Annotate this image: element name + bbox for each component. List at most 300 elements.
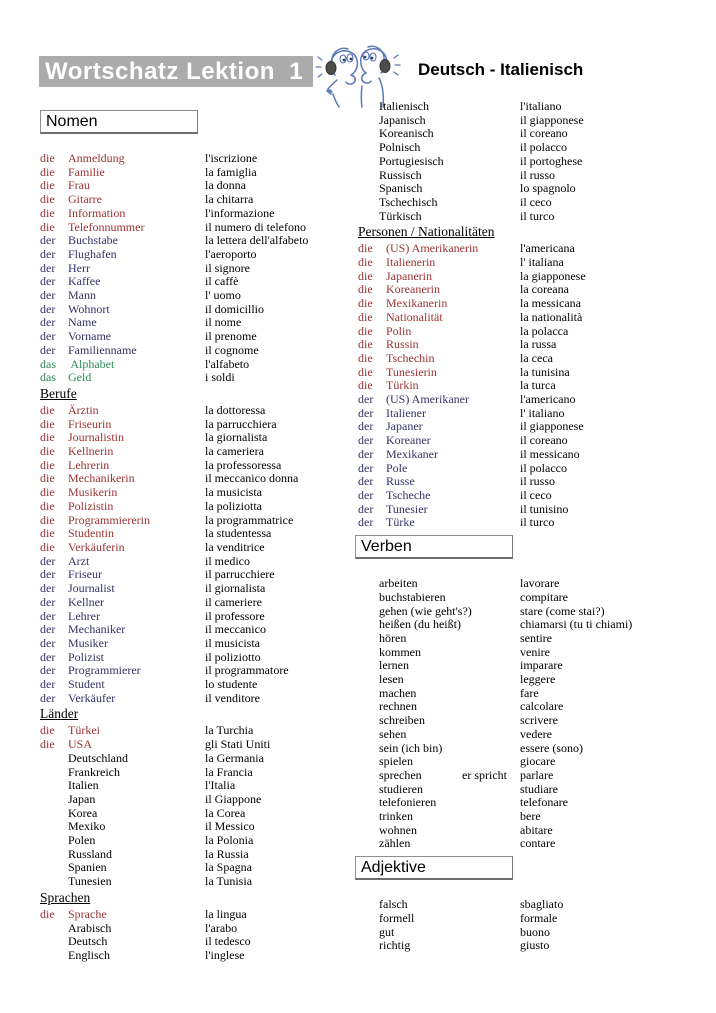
german-term: Spanien: [68, 860, 107, 875]
vocab-row: [358, 489, 705, 503]
vocab-row: [40, 303, 362, 317]
italian-translation: il giapponese: [520, 419, 584, 434]
italian-translation: giusto: [520, 938, 550, 953]
vocab-row: [358, 939, 705, 953]
vocab-row: [40, 330, 362, 344]
vocab-row: [358, 714, 705, 728]
italian-translation: l'americana: [520, 241, 575, 256]
gender-article: der: [40, 677, 56, 692]
gender-article: die: [40, 526, 55, 541]
gender-article: die: [358, 364, 373, 379]
gender-article: das: [40, 370, 56, 385]
gender-article: der: [40, 260, 56, 275]
german-term: Kellner: [68, 594, 104, 609]
vocab-row: [358, 837, 705, 851]
italian-translation: il nome: [205, 315, 242, 330]
vocab-row: [40, 935, 362, 949]
italian-translation: il russo: [520, 474, 556, 489]
german-term: trinken: [379, 809, 413, 824]
gender-article: die: [40, 906, 55, 921]
german-term: Polizist: [68, 649, 105, 664]
italian-translation: il coreano: [520, 126, 568, 141]
vocab-row: [40, 637, 362, 651]
german-term: heißen (du heißt): [379, 617, 461, 632]
italian-translation: la cameriera: [205, 444, 264, 459]
vocab-row: [358, 605, 705, 619]
gender-article: der: [40, 329, 56, 344]
gender-article: die: [358, 323, 373, 338]
vocab-row: [358, 366, 705, 380]
german-term: Arzt: [68, 553, 90, 568]
gender-article: der: [40, 581, 56, 596]
gender-article: die: [40, 151, 55, 165]
vocab-row: [358, 270, 705, 284]
german-term: Name: [68, 315, 97, 330]
vocab-row: [40, 418, 362, 432]
italian-translation: l'informazione: [205, 205, 275, 220]
german-term: Flughafen: [68, 246, 117, 261]
german-term: Türkin: [386, 378, 419, 393]
gender-article: die: [40, 539, 55, 554]
italian-translation: il meccanico donna: [205, 471, 299, 486]
italian-translation: il musicista: [205, 635, 260, 650]
vocab-row: [358, 796, 705, 810]
german-term: Familienname: [68, 342, 137, 357]
italian-translation: lavorare: [520, 576, 560, 591]
german-term: Japan: [68, 791, 96, 806]
gender-article: der: [358, 433, 374, 448]
italian-translation: calcolare: [520, 699, 564, 714]
german-term: Familie: [68, 164, 105, 179]
german-term: Mexikaner: [386, 446, 438, 461]
italian-translation: telefonare: [520, 795, 568, 810]
italian-translation: la famiglia: [205, 164, 257, 179]
italian-translation: il signore: [205, 260, 250, 275]
vocab-row: [358, 898, 705, 912]
vocab-row: [40, 875, 362, 889]
italian-translation: la Corea: [205, 805, 246, 820]
italian-translation: il turco: [520, 515, 555, 530]
italian-translation: la turca: [520, 378, 556, 393]
italian-translation: l'italiano: [520, 99, 562, 113]
italian-translation: il prenome: [205, 329, 257, 344]
german-term: Tscheche: [386, 487, 431, 502]
vocab-row: [40, 541, 362, 555]
german-term: Geld: [68, 370, 92, 385]
german-term: Russin: [386, 337, 419, 352]
italian-translation: sbagliato: [520, 897, 564, 912]
vocab-row: [358, 242, 705, 256]
vocab-row: [358, 926, 705, 940]
left-vocab-column: [40, 105, 362, 963]
italian-translation: l'Italia: [205, 778, 236, 793]
german-term: Kaffee: [68, 274, 101, 289]
italian-translation: chiamarsi (tu ti chiami): [520, 617, 633, 632]
vocab-row: [40, 371, 362, 385]
german-term: lernen: [379, 658, 409, 673]
german-term: Frau: [68, 178, 90, 193]
gender-article: die: [40, 457, 55, 472]
gender-article: die: [40, 485, 55, 500]
german-term: Musikerin: [68, 485, 118, 500]
vocab-row: [358, 742, 705, 756]
german-term: Japaner: [386, 419, 423, 434]
italian-translation: il polacco: [520, 460, 567, 475]
vocab-row: [358, 659, 705, 673]
section-header-berufe: Berufe: [40, 385, 77, 401]
german-term: Türke: [386, 515, 415, 530]
italian-translation: la Polonia: [205, 833, 254, 848]
italian-translation: contare: [520, 836, 556, 851]
german-term: Türkisch: [379, 208, 422, 223]
german-term: Polizistin: [68, 498, 114, 513]
gender-article: der: [40, 342, 56, 357]
gender-article: der: [40, 301, 56, 316]
conjugation-note: er spricht: [462, 767, 507, 782]
gender-article: die: [358, 255, 373, 270]
german-term: Tunesier: [386, 501, 428, 516]
gender-article: der: [40, 608, 56, 623]
vocab-row: [358, 141, 705, 155]
german-term: Polnisch: [379, 140, 421, 155]
vocab-row: [40, 779, 362, 793]
vocab-row: [358, 256, 705, 270]
italian-translation: la Germania: [205, 750, 264, 765]
gender-article: der: [40, 246, 56, 261]
german-term: Tunesien: [68, 874, 112, 889]
section-header-nomen: Nomen: [40, 110, 198, 134]
german-term: zählen: [379, 836, 411, 851]
german-term: Russisch: [379, 167, 422, 182]
italian-translation: lo spagnolo: [520, 181, 576, 196]
vocab-row: [358, 687, 705, 701]
german-term: Ärztin: [68, 402, 99, 417]
italian-translation: il programmatore: [205, 663, 289, 678]
german-term: Sprache: [68, 906, 107, 921]
vocab-row: [40, 248, 362, 262]
german-term: gut: [379, 924, 395, 939]
german-term: Spanisch: [379, 181, 423, 196]
german-term: Friseur: [68, 567, 102, 582]
german-term: Polin: [386, 323, 412, 338]
vocab-row: [40, 582, 362, 596]
vocab-row: [358, 728, 705, 742]
italian-translation: studiare: [520, 781, 558, 796]
italian-translation: la nationalità: [520, 309, 583, 324]
italian-translation: l'americano: [520, 392, 576, 407]
german-term: Wohnort: [68, 301, 110, 316]
german-term: Lehrer: [68, 608, 100, 623]
german-term: (US) Amerikanerin: [386, 241, 479, 256]
gender-article: der: [358, 392, 374, 407]
german-term: Anmeldung: [68, 151, 125, 165]
italian-translation: vedere: [520, 726, 552, 741]
gender-article: die: [358, 268, 373, 283]
italian-translation: la tunisina: [520, 364, 570, 379]
italian-translation: l' uomo: [205, 288, 241, 303]
vocab-row: [358, 127, 705, 141]
german-term: Musiker: [68, 635, 108, 650]
vocab-row: [358, 325, 705, 339]
italian-translation: la parrucchiera: [205, 416, 277, 431]
german-term: rechnen: [379, 699, 417, 714]
german-term: falsch: [379, 897, 408, 912]
italian-translation: la coreana: [520, 282, 569, 297]
italian-translation: la messicana: [520, 296, 581, 311]
gender-article: die: [358, 282, 373, 297]
german-term: Italienerin: [386, 255, 436, 270]
italian-translation: la Francia: [205, 764, 253, 779]
italian-translation: la lingua: [205, 906, 247, 921]
gender-article: der: [358, 446, 374, 461]
german-term: (US) Amerikaner: [386, 392, 469, 407]
vocab-row: [358, 420, 705, 434]
italian-translation: il professore: [205, 608, 265, 623]
italian-translation: la musicista: [205, 485, 262, 500]
gender-article: die: [40, 430, 55, 445]
german-term: Korea: [68, 805, 98, 820]
german-term: lesen: [379, 672, 404, 687]
vocab-row: [358, 393, 705, 407]
german-term: Programmiererin: [68, 512, 150, 527]
vocab-row: [358, 577, 705, 591]
italian-translation: la programmatrice: [205, 512, 294, 527]
german-term: Mechanikerin: [68, 471, 135, 486]
german-term: Japanisch: [379, 112, 426, 127]
language-pair-heading: Deutsch - Italienisch: [418, 60, 584, 79]
german-term: hören: [379, 630, 407, 645]
vocab-row: [358, 503, 705, 517]
german-term: formell: [379, 910, 415, 925]
gender-article: die: [40, 178, 55, 193]
italian-translation: il venditore: [205, 690, 260, 705]
german-term: sein (ich bin): [379, 740, 443, 755]
vocab-row: [358, 169, 705, 183]
german-term: Programmierer: [68, 663, 141, 678]
vocab-row: [40, 500, 362, 514]
german-term: buchstabieren: [379, 589, 446, 604]
italian-translation: il portoghese: [520, 153, 583, 168]
vocab-row: [358, 646, 705, 660]
gender-article: der: [40, 649, 56, 664]
italian-translation: la Tunisia: [205, 874, 253, 889]
vocab-row: [358, 210, 705, 224]
italian-translation: il messicano: [520, 446, 580, 461]
italian-translation: essere (sono): [520, 740, 583, 755]
german-term: telefonieren: [379, 795, 437, 810]
german-term: spielen: [379, 754, 413, 769]
italian-translation: il meccanico: [205, 622, 266, 637]
italian-translation: la ceca: [520, 350, 553, 365]
vocab-row: [40, 179, 362, 193]
italian-translation: la Spagna: [205, 860, 252, 875]
german-term: Deutschland: [68, 750, 128, 765]
german-term: Mexikanerin: [386, 296, 448, 311]
italian-translation: il cameriere: [205, 594, 262, 609]
vocab-row: [358, 700, 705, 714]
vocab-row: [40, 193, 362, 207]
gender-article: die: [358, 378, 373, 393]
italian-translation: l'aeroporto: [205, 246, 257, 261]
vocab-row: [358, 632, 705, 646]
italian-translation: venire: [520, 644, 550, 659]
german-term: Buchstabe: [68, 233, 118, 248]
italian-translation: l'inglese: [205, 947, 245, 962]
italian-translation: il Messico: [205, 819, 255, 834]
vocab-row: [40, 752, 362, 766]
italian-translation: giocare: [520, 754, 556, 769]
vocab-row: [40, 664, 362, 678]
german-term: Tunesierin: [386, 364, 437, 379]
german-term: wohnen: [379, 822, 417, 837]
italian-translation: l'arabo: [205, 920, 238, 935]
section-header-personen-nationalitäten: Personen / Nationalitäten: [358, 224, 495, 240]
german-term: Herr: [68, 260, 90, 275]
gender-article: der: [40, 594, 56, 609]
gender-article: der: [40, 567, 56, 582]
vocab-row: [40, 738, 362, 752]
german-term: machen: [379, 685, 417, 700]
italian-translation: abitare: [520, 822, 553, 837]
italian-translation: il domicillio: [205, 301, 264, 316]
vocab-row: [40, 820, 362, 834]
german-term: Journalist: [68, 581, 115, 596]
german-term: kommen: [379, 644, 421, 659]
italian-translation: lo studente: [205, 677, 258, 692]
italian-translation: leggere: [520, 672, 556, 687]
vocab-row: [40, 431, 362, 445]
german-term: Mechaniker: [68, 622, 126, 637]
italian-translation: il medico: [205, 553, 250, 568]
german-term: Lehrerin: [68, 457, 110, 472]
gender-article: die: [40, 723, 55, 738]
italian-translation: l' italiano: [520, 405, 565, 420]
vocab-row: [40, 834, 362, 848]
gender-article: der: [40, 635, 56, 650]
italian-translation: il Giappone: [205, 791, 262, 806]
right-vocab-column: [355, 100, 705, 953]
gender-article: der: [358, 405, 374, 420]
vocab-row: [358, 352, 705, 366]
german-term: richtig: [379, 938, 411, 953]
gender-article: der: [358, 501, 374, 516]
italian-translation: il parrucchiere: [205, 567, 275, 582]
vocab-row: [40, 344, 362, 358]
italian-translation: la donna: [205, 178, 246, 193]
vocab-row: [358, 516, 705, 530]
german-term: schreiben: [379, 713, 425, 728]
german-term: Student: [68, 677, 105, 692]
german-term: Arabisch: [68, 920, 112, 935]
italian-translation: buono: [520, 924, 550, 939]
section-header-sprachen: Sprachen: [40, 889, 91, 905]
lesson-title-banner: Wortschatz Lektion 1: [39, 56, 313, 87]
vocab-row: [358, 824, 705, 838]
italian-translation: la giornalista: [205, 430, 268, 445]
gender-article: der: [40, 663, 56, 678]
vocab-row: [40, 472, 362, 486]
german-term: Mann: [68, 288, 96, 303]
italian-translation: fare: [520, 685, 539, 700]
vocab-row: [40, 922, 362, 936]
german-term: Verkäuferin: [68, 539, 125, 554]
gender-article: der: [40, 233, 56, 248]
vocab-row: [358, 755, 705, 769]
vocab-row: [358, 196, 705, 210]
section-header-adjektive: Adjektive: [355, 856, 513, 880]
italian-translation: la professoressa: [205, 457, 282, 472]
gender-article: die: [40, 192, 55, 207]
german-term: Italien: [68, 778, 99, 793]
italian-translation: bere: [520, 809, 541, 824]
italian-translation: la studentessa: [205, 526, 272, 541]
italian-translation: il coreano: [520, 433, 568, 448]
vocab-row: [358, 100, 705, 114]
german-term: Vorname: [68, 329, 112, 344]
gender-article: der: [40, 622, 56, 637]
vocab-row: [40, 807, 362, 821]
german-term: Japanerin: [386, 268, 432, 283]
german-term: sprechen: [379, 767, 422, 782]
italian-translation: parlare: [520, 767, 554, 782]
italian-translation: il poliziotto: [205, 649, 261, 664]
vocab-row: [40, 234, 362, 248]
german-term: gehen (wie geht's?): [379, 603, 472, 618]
vocab-row: [358, 379, 705, 393]
vocab-row: [358, 114, 705, 128]
german-term: Mexiko: [68, 819, 106, 834]
gender-article: die: [40, 471, 55, 486]
vocab-row: [40, 610, 362, 624]
italian-translation: la dottoressa: [205, 402, 266, 417]
vocab-row: [40, 596, 362, 610]
german-term: studieren: [379, 781, 423, 796]
italian-translation: l' italiana: [520, 255, 564, 270]
german-term: Telefonnummer: [68, 219, 145, 234]
italian-translation: stare (come stai?): [520, 603, 605, 618]
german-term: Tschechisch: [379, 194, 438, 209]
german-term: Koreanisch: [379, 126, 434, 141]
german-term: arbeiten: [379, 576, 418, 591]
vocab-row: [40, 908, 362, 922]
vocab-row: [358, 783, 705, 797]
vocab-row: [358, 769, 705, 783]
vocab-row: [358, 462, 705, 476]
german-term: Russland: [68, 846, 113, 861]
vocab-row: [40, 358, 362, 372]
vocab-row: [358, 448, 705, 462]
italian-translation: il ceco: [520, 194, 552, 209]
german-term: Gitarre: [68, 192, 102, 207]
german-term: Englisch: [68, 947, 110, 962]
italian-translation: scrivere: [520, 713, 558, 728]
vocab-row: [40, 221, 362, 235]
vocab-row: [40, 459, 362, 473]
vocab-row: [40, 678, 362, 692]
italian-translation: la poliziotta: [205, 498, 262, 513]
gender-article: die: [40, 737, 55, 752]
gender-article: der: [358, 460, 374, 475]
vocab-row: [358, 155, 705, 169]
gender-article: der: [358, 515, 374, 530]
vocab-row: [40, 651, 362, 665]
vocab-row: [40, 404, 362, 418]
vocab-row: [358, 475, 705, 489]
vocab-row: [358, 434, 705, 448]
vocab-row: [358, 407, 705, 421]
italian-translation: la giapponese: [520, 268, 586, 283]
vocab-row: [358, 591, 705, 605]
